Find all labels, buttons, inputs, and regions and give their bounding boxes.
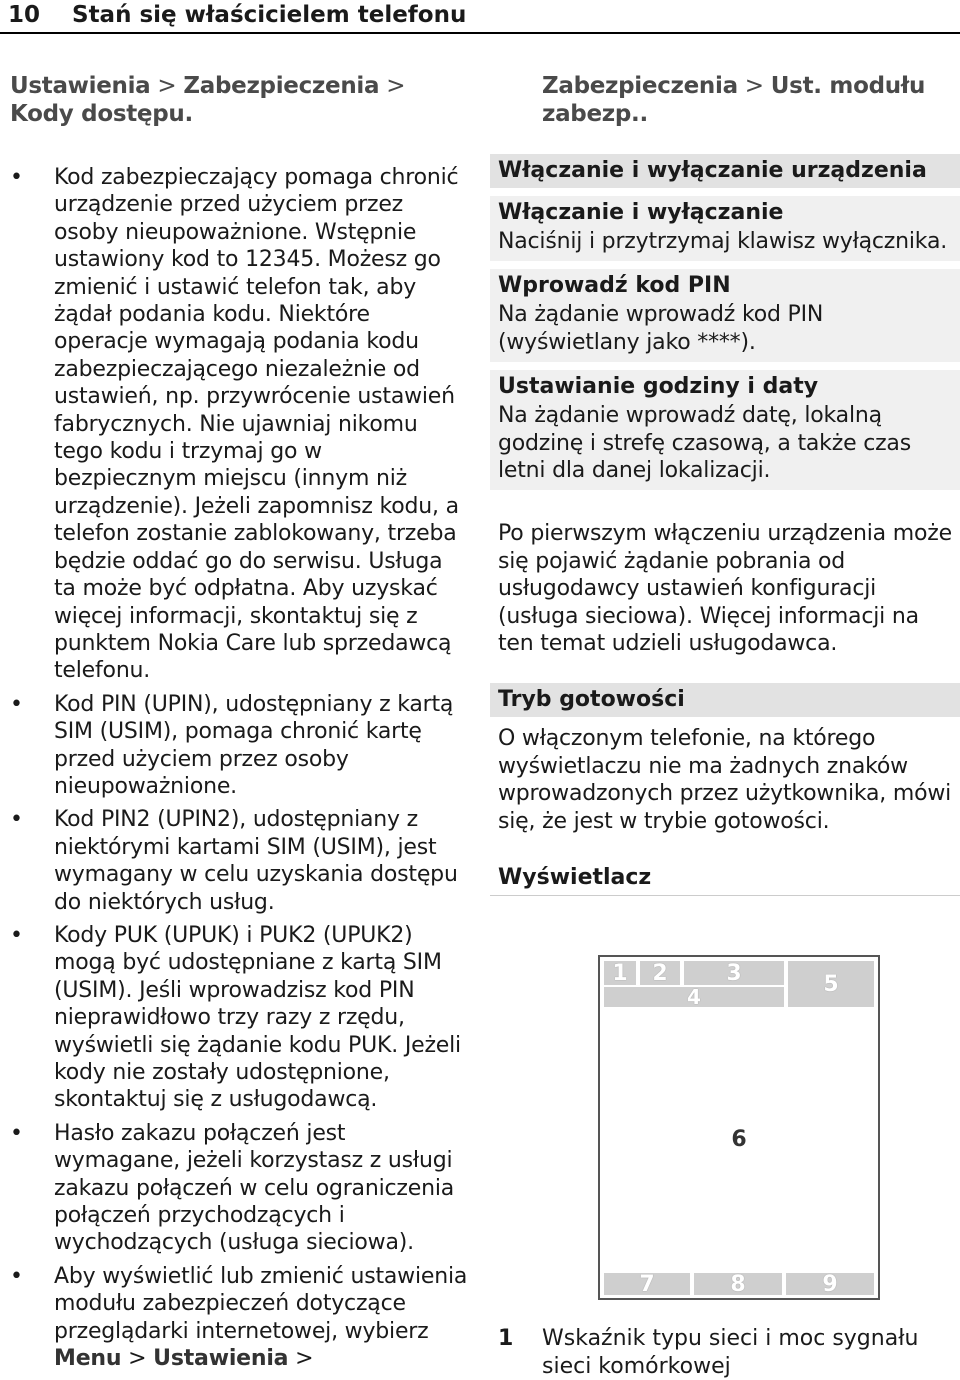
list-item: • Kod PIN2 (UPIN2), udostępniany z niektórymi kartami SIM (USIM), jest wymagany w celu uzyskania dostępu do niektórych usług. <box>10 807 458 915</box>
bullet-icon: • <box>10 1120 23 1146</box>
zone-6: 6 <box>731 1126 747 1152</box>
menu-link: Menu <box>54 1346 122 1372</box>
bullet-icon: • <box>10 807 23 833</box>
list-item: • Aby wyświetlić lub zmienić ustawienia modułu zabezpieczeń dotyczące przeglądarki internetowej, wybierz Menu > Ustawienia > <box>10 1263 468 1372</box>
legend-text: Wskaźnik typu sieci i moc sygnału sieci komórkowej <box>542 1326 919 1379</box>
config-text: Po pierwszym włączeniu urządzenia może się pojawić żądanie pobrania od usługodawcy ustawień konfiguracji (usługa sieciowa). Więcej informacji na ten temat udzieli usługodawca. <box>498 521 952 657</box>
standby-text: O włączonym telefonie, na którego wyświetlaczu nie ma żadnych znaków wprowadzonych przez użytkownika, mówi się, że jest w trybie gotowości. <box>498 726 952 834</box>
legend-item <box>498 1325 958 1380</box>
list-item: • Kody PUK (UPUK) i PUK2 (UPUK2) mogą być udostępniane z kartą SIM (USIM). Jeśli wprowadzisz kod PIN nieprawidłowo trzy razy z rzędu, wyświetli się żądanie kodu PUK. Jeżeli kody nie zostały udostępnione, skontaktuj się z usługodawcą. <box>10 922 461 1113</box>
zone-4: 4 <box>604 987 784 1007</box>
page-title: Stań się właścicielem telefonu <box>72 2 467 28</box>
zone-7: 7 <box>604 1273 690 1295</box>
codes-list <box>10 164 470 1372</box>
pin-box <box>490 269 960 362</box>
page-header <box>0 0 960 34</box>
zone-9: 9 <box>786 1273 874 1295</box>
path-security: Zabezpieczenia <box>183 73 380 99</box>
onoff-box <box>490 196 960 261</box>
legend-number: 1 <box>498 1326 514 1351</box>
onoff-title: Włączanie i wyłączanie <box>498 200 784 225</box>
list-item: • Kod PIN (UPIN), udostępniany z kartą SIM (USIM), pomaga chronić kartę przed użyciem przez osoby nieupoważnione. <box>10 691 454 799</box>
settings-link: Ustawienia <box>153 1346 289 1372</box>
left-column <box>10 72 470 1378</box>
path-settings: Ustawienia <box>10 73 151 99</box>
time-title: Ustawianie godziny i daty <box>498 374 819 400</box>
section-heading-power: Włączanie i wyłączanie urządzenia <box>490 154 960 188</box>
section-heading-standby: Tryb gotowości <box>490 683 960 717</box>
onoff-text: Naciśnij i przytrzymaj klawisz wyłącznika. <box>498 229 948 254</box>
path-separator: > <box>379 73 406 99</box>
zone-1: 1 <box>604 961 636 985</box>
path-separator: > <box>737 73 771 99</box>
page-number: 10 <box>8 2 41 28</box>
section-heading-display: Wyświetlacz <box>490 861 960 896</box>
bullet-icon: • <box>10 165 23 190</box>
list-item: • Hasło zakazu połączeń jest wymagane, jeżeli korzystasz z usługi zakazu połączeń w celu ograniczenia połączeń przychodzących i wychodzących (usługa sieciowa). <box>10 1120 455 1256</box>
bullet-icon: • <box>10 922 23 948</box>
pin-title: Wprowadź kod PIN <box>498 273 731 299</box>
pin-text: Na żądanie wprowadź kod PIN (wyświetlany jako ****). <box>498 302 824 355</box>
right-column <box>490 72 960 896</box>
menu-path <box>10 72 470 128</box>
path-security: Zabezpieczenia <box>542 73 738 99</box>
path-separator: > <box>150 73 184 99</box>
display-diagram <box>598 955 880 1300</box>
list-item: • Kod zabezpieczający pomaga chronić urządzenie przed użyciem przez osoby nieupoważnione. Wstępnie ustawiony kod to 12345. Możesz go zmienić i ustawić telefon tak, aby żądał podania kodu. Niektóre operacje wymagają podania kodu zabezpieczającego niezależnie od ustawień, np. przywrócenie ustawień fabrycznych. Nie ujawniaj nikomu tego kodu i trzymaj go w bezpiecznym miejscu (innym niż urządzenie). Jeżeli zapomnisz kodu, a telefon zostanie zablokowany, trzeba będzie oddać go do serwisu. Usługa ta może być odpłatna. Aby uzyskać więcej informacji, skontaktuj się z punktem Nokia Care lub sprzedawcą telefonu. <box>10 165 459 684</box>
path-access-codes: Kody dostępu. <box>10 101 193 127</box>
path-security-module: Ust. modułu zabezp.. <box>542 73 926 127</box>
time-text: Na żądanie wprowadź datę, lokalną godzinę i strefę czasową, a także czas letni dla danej lokalizacji. <box>498 403 911 484</box>
bullet-icon: • <box>10 1263 23 1289</box>
bullet-icon: • <box>10 691 23 717</box>
zone-8: 8 <box>694 1273 782 1295</box>
zone-2: 2 <box>640 961 680 985</box>
menu-path-continued <box>490 72 960 128</box>
zone-5: 5 <box>788 961 874 1007</box>
time-box <box>490 370 960 490</box>
zone-3: 3 <box>684 961 784 985</box>
